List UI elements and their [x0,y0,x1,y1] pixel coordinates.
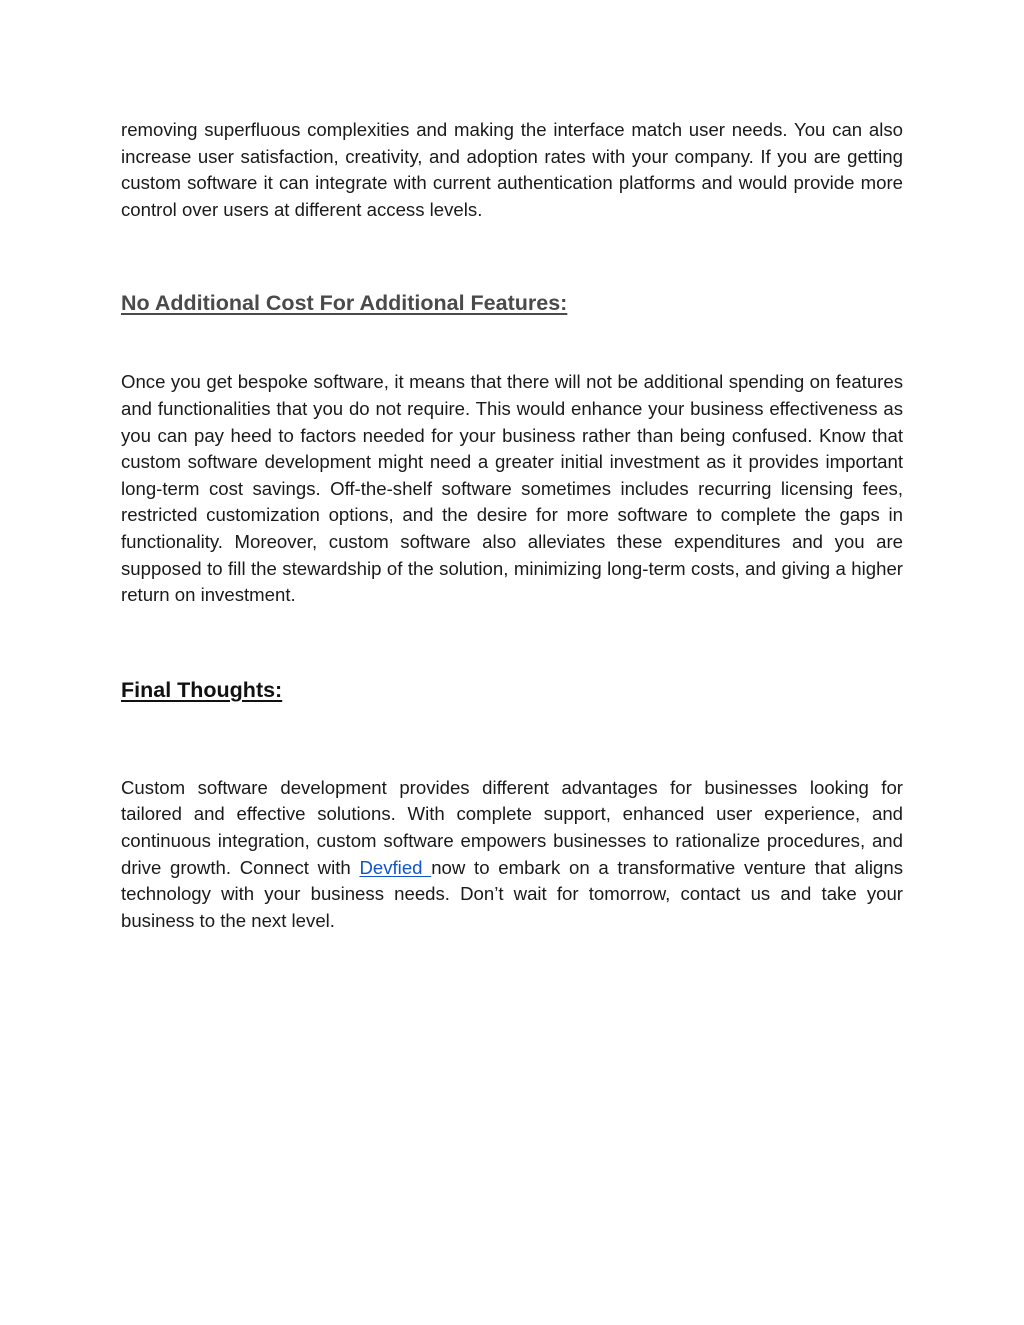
section-heading-additional-cost: No Additional Cost For Additional Features: [121,291,568,316]
section-heading-final-thoughts: Final Thoughts: [121,677,283,702]
final-thoughts-text-after-link: now to embark on a transformative venture that aligns technology with your business needs. Don’t wait for tomorrow, contact us and take your business to the next level. [121,856,903,931]
final-thoughts-text-before-link: Custom software development provides different advantages for businesses looking for tailored and effective solutions. With complete support, enhanced user experience, and continuous integration, custom software empowers businesses to rationalize procedures, and drive growth. Connect with [121,776,903,878]
final-thoughts-paragraph [121,775,903,935]
document-page [121,117,903,934]
devfied-link[interactable]: Devfied [359,856,432,878]
intro-paragraph: removing superfluous complexities and making the interface match user needs. You can also increase user satisfaction, creativity, and adoption rates with your company. If you are getting custom software it can integrate with current authentication platforms and would provide more control over users at different access levels. [121,119,903,220]
additional-cost-paragraph: Once you get bespoke software, it means that there will not be additional spending on features and functionalities that you do not require. This would enhance your business effectiveness as you can pay heed to factors needed for your business rather than being confused. Know that custom software development might need a greater initial investment as it provides important long-term cost savings. Off-the-shelf software sometimes includes recurring licensing fees, restricted customization options, and the desire for more software to complete the gaps in functionality. Moreover, custom software also alleviates these expenditures and you are supposed to fill the stewardship of the solution, minimizing long-term costs, and giving a higher return on investment. [121,371,903,606]
